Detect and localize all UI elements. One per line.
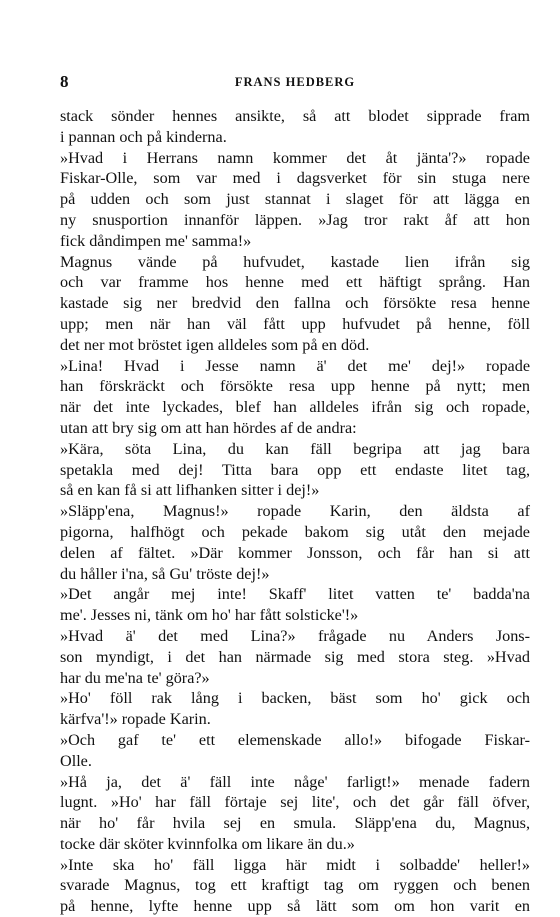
page-header [60, 72, 530, 92]
text-line: när ho' får hvila sej en smula. Släpp'ena du, Magnus, [60, 814, 530, 833]
text-line: du håller i'na, så Gu' tröste dej!» [60, 564, 270, 583]
text-line: det ner mot bröstet igen alldeles som på en död. [60, 335, 370, 354]
text-line: pigorna, halfhögt och pekade bakom sig utåt den mejade [60, 522, 530, 541]
text-line: Fiskar-Olle, som var med i dagsverket för sin stuga nere [60, 169, 530, 188]
text-line: ny snusportion innanför läppen. »Jag tror rakt åf att hon [60, 210, 530, 229]
text-line: lugnt. »Ho' har fäll förtaje sej lite', och det går fäll öfver, [60, 793, 530, 812]
text-line: har du me'na te' göra?» [60, 668, 210, 687]
text-line: delen af fältet. »Där kommer Jonsson, och får han si att [60, 543, 530, 562]
text-line: »Hvad i Herrans namn kommer det åt jänta'?» ropade [60, 148, 530, 167]
text-line: »Det angår mej inte! Skaff' litet vatten te' badda'na [60, 585, 530, 604]
text-line: tocke där sköter kvinnfolka om likare än du.» [60, 834, 355, 853]
text-line: »Kära, söta Lina, du kan fäll begripa att jag bara [60, 439, 530, 458]
text-line: »Hvad ä' det med Lina?» frågade nu Anders Jons- [60, 626, 530, 645]
text-line: upp; men när han väl fått upp hufvudet på henne, föll [60, 314, 530, 333]
text-line: kärfva'!» ropade Karin. [60, 710, 211, 729]
text-line: fick dåndimpen me' samma!» [60, 231, 252, 250]
text-line: på henne, lyfte henne upp så lätt som om hon varit en [60, 897, 530, 916]
running-head: FRANS HEDBERG [234, 75, 356, 89]
text-line: »Och gaf te' ett elemenskade allo!» bifogade Fiskar- [60, 730, 530, 749]
text-line: kastade sig ner bredvid den fallna och försökte resa henne [60, 294, 530, 313]
text-line: när det inte lyckades, blef han alldeles ifrån sig och ropade, [60, 398, 530, 417]
text-line: och var framme hos henne med ett häftigt språng. Han [60, 273, 530, 292]
text-line: så en kan få si att lifhanken sitter i dej!» [60, 481, 320, 500]
text-line: Magnus vände på hufvudet, kastade lien ifrån sig [60, 252, 530, 271]
text-line: Olle. [60, 751, 92, 770]
text-line: »Ho' föll rak lång i backen, bäst som ho' gick och [60, 689, 530, 708]
page-number: 8 [60, 72, 69, 91]
text-line: svarade Magnus, tog ett kraftigt tag om ryggen och benen [60, 876, 530, 895]
text-line: spetakla med dej! Titta bara opp ett endaste litet tag, [60, 460, 530, 479]
body-text [60, 106, 530, 917]
text-line: »Inte ska ho' fäll ligga här midt i solbadde' heller!» [60, 855, 530, 874]
text-line: me'. Jesses ni, tänk om ho' har fått solsticke'!» [60, 606, 359, 625]
text-line: »Släpp'ena, Magnus!» ropade Karin, den äldsta af [60, 502, 530, 521]
text-line: i pannan och på kinderna. [60, 127, 227, 146]
text-line: på udden och som just stannat i slaget för att lägga en [60, 190, 530, 209]
text-line: utan att bry sig om att han hördes af de andra: [60, 418, 357, 437]
text-line: stack sönder hennes ansikte, så att blodet sipprade fram [60, 107, 530, 125]
text-line: son myndigt, i det han närmade sig med stora steg. »Hvad [60, 647, 530, 666]
text-line: han förskräckt och försökte resa upp henne på nytt; men [60, 377, 530, 396]
text-line: »Lina! Hvad i Jesse namn ä' det me' dej!» ropade [60, 356, 530, 375]
text-line: »Hå ja, det ä' fäll inte någe' farligt!» menade fadern [60, 772, 530, 791]
